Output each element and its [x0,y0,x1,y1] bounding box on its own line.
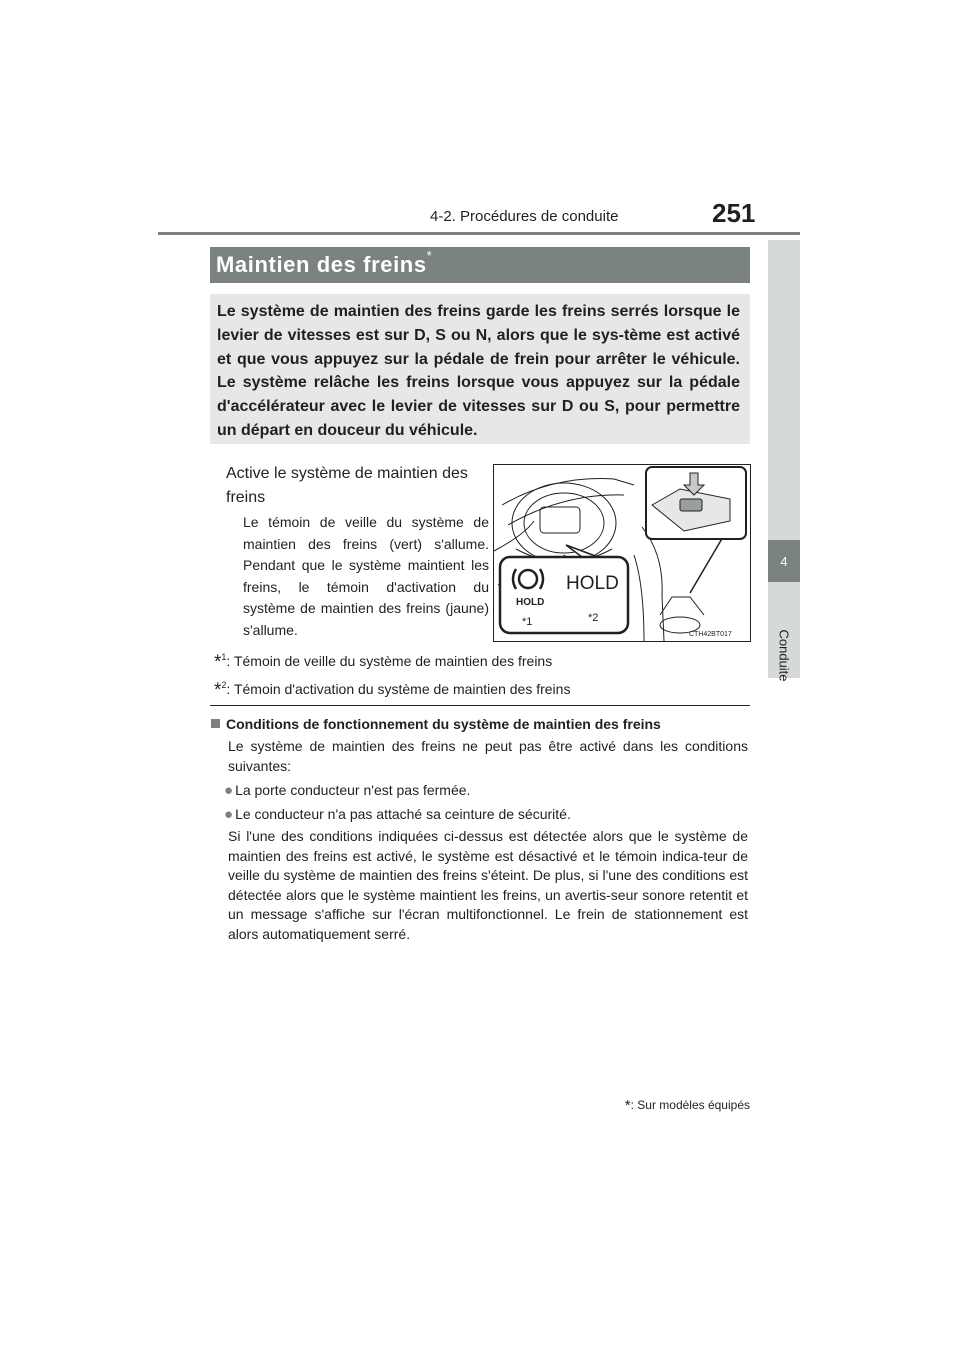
title-marker: * [426,248,433,263]
activation-hold-label: HOLD [566,573,619,594]
indicator-hold-label: HOLD [516,597,545,608]
bullet-dot-icon: ● [224,806,234,823]
list-item [224,805,571,824]
callout-2: *2 [588,612,599,624]
page-title-text: Maintien des freins [216,252,427,277]
note-1-text: : Témoin de veille du système de maintien des freins [226,653,553,669]
illustration-code: CTH42BT017 [689,631,732,638]
intro-box: Le système de maintien des freins garde les freins serrés lorsque le levier de vitesses est sur D, S ou N, alors que le sys-tème est activé et que vous appuyez sur la pédale de frein pour arrêter le véhicule. Le système relâche les freins lorsque vous appuyez sur la pédale d'accélérateur avec le levier de vitesses sur D ou S, pour permettre un départ en douceur du véhicule. [210,294,750,444]
conditions-heading [211,715,661,733]
note-2-number: 2 [221,680,227,690]
note-1 [214,648,552,672]
note-2 [214,676,570,700]
chapter-label: Conduite [776,629,792,682]
list-item-text: La porte conducteur n'est pas fermée. [235,782,471,798]
section-divider [210,705,750,706]
note-2-marker: * [214,680,222,701]
callout-1: *1 [522,616,533,628]
note-1-number: 1 [221,652,227,662]
footnote [560,1097,750,1114]
conditions-paragraph: Si l'une des conditions indiquées ci-dessus est détectée alors que le système de maintien des freins est activé, le système est désactivé et le témoin indica-teur de veille du système de maintien des freins s'éteint. De plus, si l'une des conditions est détectée alors que le système maintient les freins, un avertis-seur sonore retentit et un message s'affiche sur l'écran multifonctionnel. Le frein de stationnement est alors automatiquement serré. [228,828,748,942]
dashboard-drawing [494,465,750,641]
note-2-text: : Témoin d'activation du système de maintien des freins [226,681,571,697]
square-bullet-icon [211,719,220,728]
footnote-text: : Sur modèles équipés [630,1098,750,1112]
bullet-dot-icon: ● [224,782,234,799]
header-rule [158,232,800,235]
chapter-number: 4 [780,554,788,569]
conditions-intro: Le système de maintien des freins ne peut pas être activé dans les conditions suivantes: [228,738,748,774]
list-item-text: Le conducteur n'a pas attaché sa ceinture de sécurité. [235,806,571,822]
activate-description: Le témoin de veille du système de maintien des freins (vert) s'allume. Pendant que le système maintient les freins, le témoin d'activation du système de maintien des freins (jaune) s'allume. [243,514,489,638]
conditions-heading-text: Conditions de fonctionnement du système de maintien des freins [226,716,661,732]
list-item [224,781,470,800]
page-number: 251 [712,198,756,228]
footnote-marker: * [624,1097,631,1114]
activate-title: Active le système de maintien des freins [226,465,468,506]
header-section-title: 4-2. Procédures de conduite [430,208,619,225]
hold-illustration [493,464,751,642]
note-1-marker: * [214,652,222,673]
page-title [216,248,433,278]
